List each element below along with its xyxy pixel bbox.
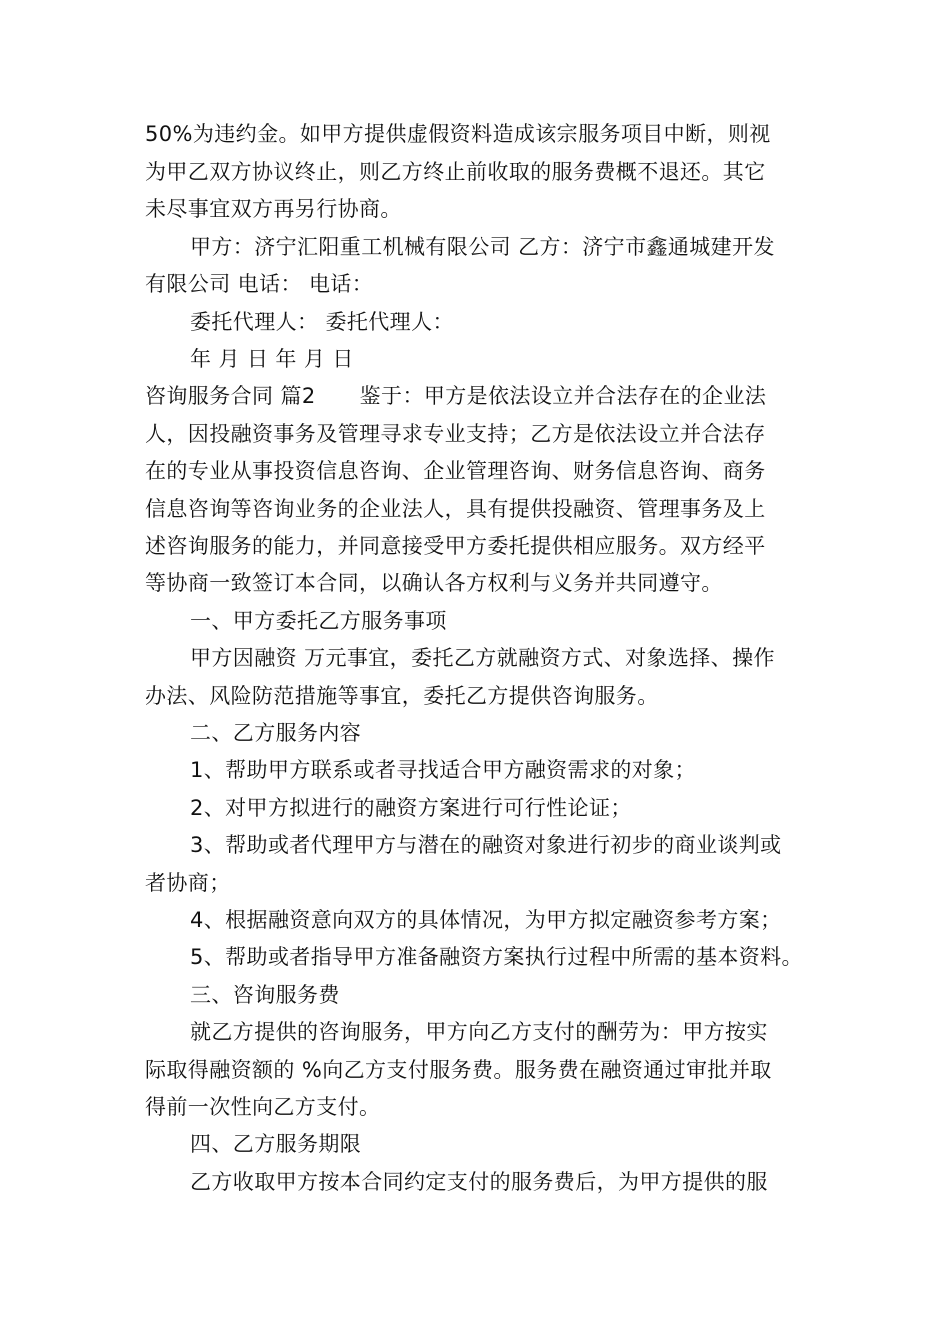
paragraph-line: 信息咨询等咨询业务的企业法人，具有提供投融资、管理事务及上 xyxy=(145,497,766,521)
paragraph-line: 委托代理人： 委托代理人： xyxy=(190,310,454,334)
paragraph-line: 乙方收取甲方按本合同约定支付的服务费后，为甲方提供的服 xyxy=(190,1170,768,1194)
list-item: 4、根据融资意向双方的具体情况，为甲方拟定融资参考方案； xyxy=(190,908,782,932)
paragraph-line: 得前一次性向乙方支付。 xyxy=(145,1095,381,1119)
paragraph-line: 际取得融资额的 %向乙方支付服务费。服务费在融资通过审批并取 xyxy=(145,1058,772,1082)
heading-line: 三、咨询服务费 xyxy=(190,983,340,1007)
heading-line: 二、乙方服务内容 xyxy=(190,721,362,745)
list-item: 1、帮助甲方联系或者寻找适合甲方融资需求的对象； xyxy=(190,758,696,782)
list-item: 5、帮助或者指导甲方准备融资方案执行过程中所需的基本资料。 xyxy=(190,945,803,969)
paragraph-line: 甲方：济宁汇阳重工机械有限公司 乙方：济宁市鑫通城建开发 xyxy=(190,235,775,259)
section-heading-line xyxy=(145,381,766,411)
paragraph-line: 办法、风险防范措施等事宜，委托乙方提供咨询服务。 xyxy=(145,684,659,708)
paragraph-line: 年 月 日 年 月 日 xyxy=(190,347,354,371)
list-item-continuation: 者协商； xyxy=(145,871,231,895)
paragraph-line: 述咨询服务的能力，并同意接受甲方委托提供相应服务。双方经平 xyxy=(145,534,766,558)
paragraph-line: 就乙方提供的咨询服务，甲方向乙方支付的酬劳为：甲方按实 xyxy=(190,1020,768,1044)
paragraph-line: 人，因投融资事务及管理寻求专业支持；乙方是依法设立并合法存 xyxy=(145,422,766,446)
heading-line: 四、乙方服务期限 xyxy=(190,1132,362,1156)
list-item: 2、对甲方拟进行的融资方案进行可行性论证； xyxy=(190,796,632,820)
paragraph-line: 等协商一致签订本合同，以确认各方权利与义务并共同遵守。 xyxy=(145,571,723,595)
paragraph-line: 有限公司 电话： 电话： xyxy=(145,272,374,296)
paragraph-line: 50%为违约金。如甲方提供虚假资料造成该宗服务项目中断，则视 xyxy=(145,122,771,146)
paragraph-text: 鉴于：甲方是依法设立并合法存在的企业法 xyxy=(359,384,767,408)
section-heading: 咨询服务合同 篇2 xyxy=(145,384,316,408)
paragraph-line: 未尽事宜双方再另行协商。 xyxy=(145,197,402,221)
paragraph-line: 为甲乙双方协议终止，则乙方终止前收取的服务费概不退还。其它 xyxy=(145,160,766,184)
paragraph-line: 甲方因融资 万元事宜，委托乙方就融资方式、对象选择、操作 xyxy=(190,646,775,670)
paragraph-line: 在的专业从事投资信息咨询、企业管理咨询、财务信息咨询、商务 xyxy=(145,459,766,483)
list-item: 3、帮助或者代理甲方与潜在的融资对象进行初步的商业谈判或 xyxy=(190,833,782,857)
heading-line: 一、甲方委托乙方服务事项 xyxy=(190,609,447,633)
